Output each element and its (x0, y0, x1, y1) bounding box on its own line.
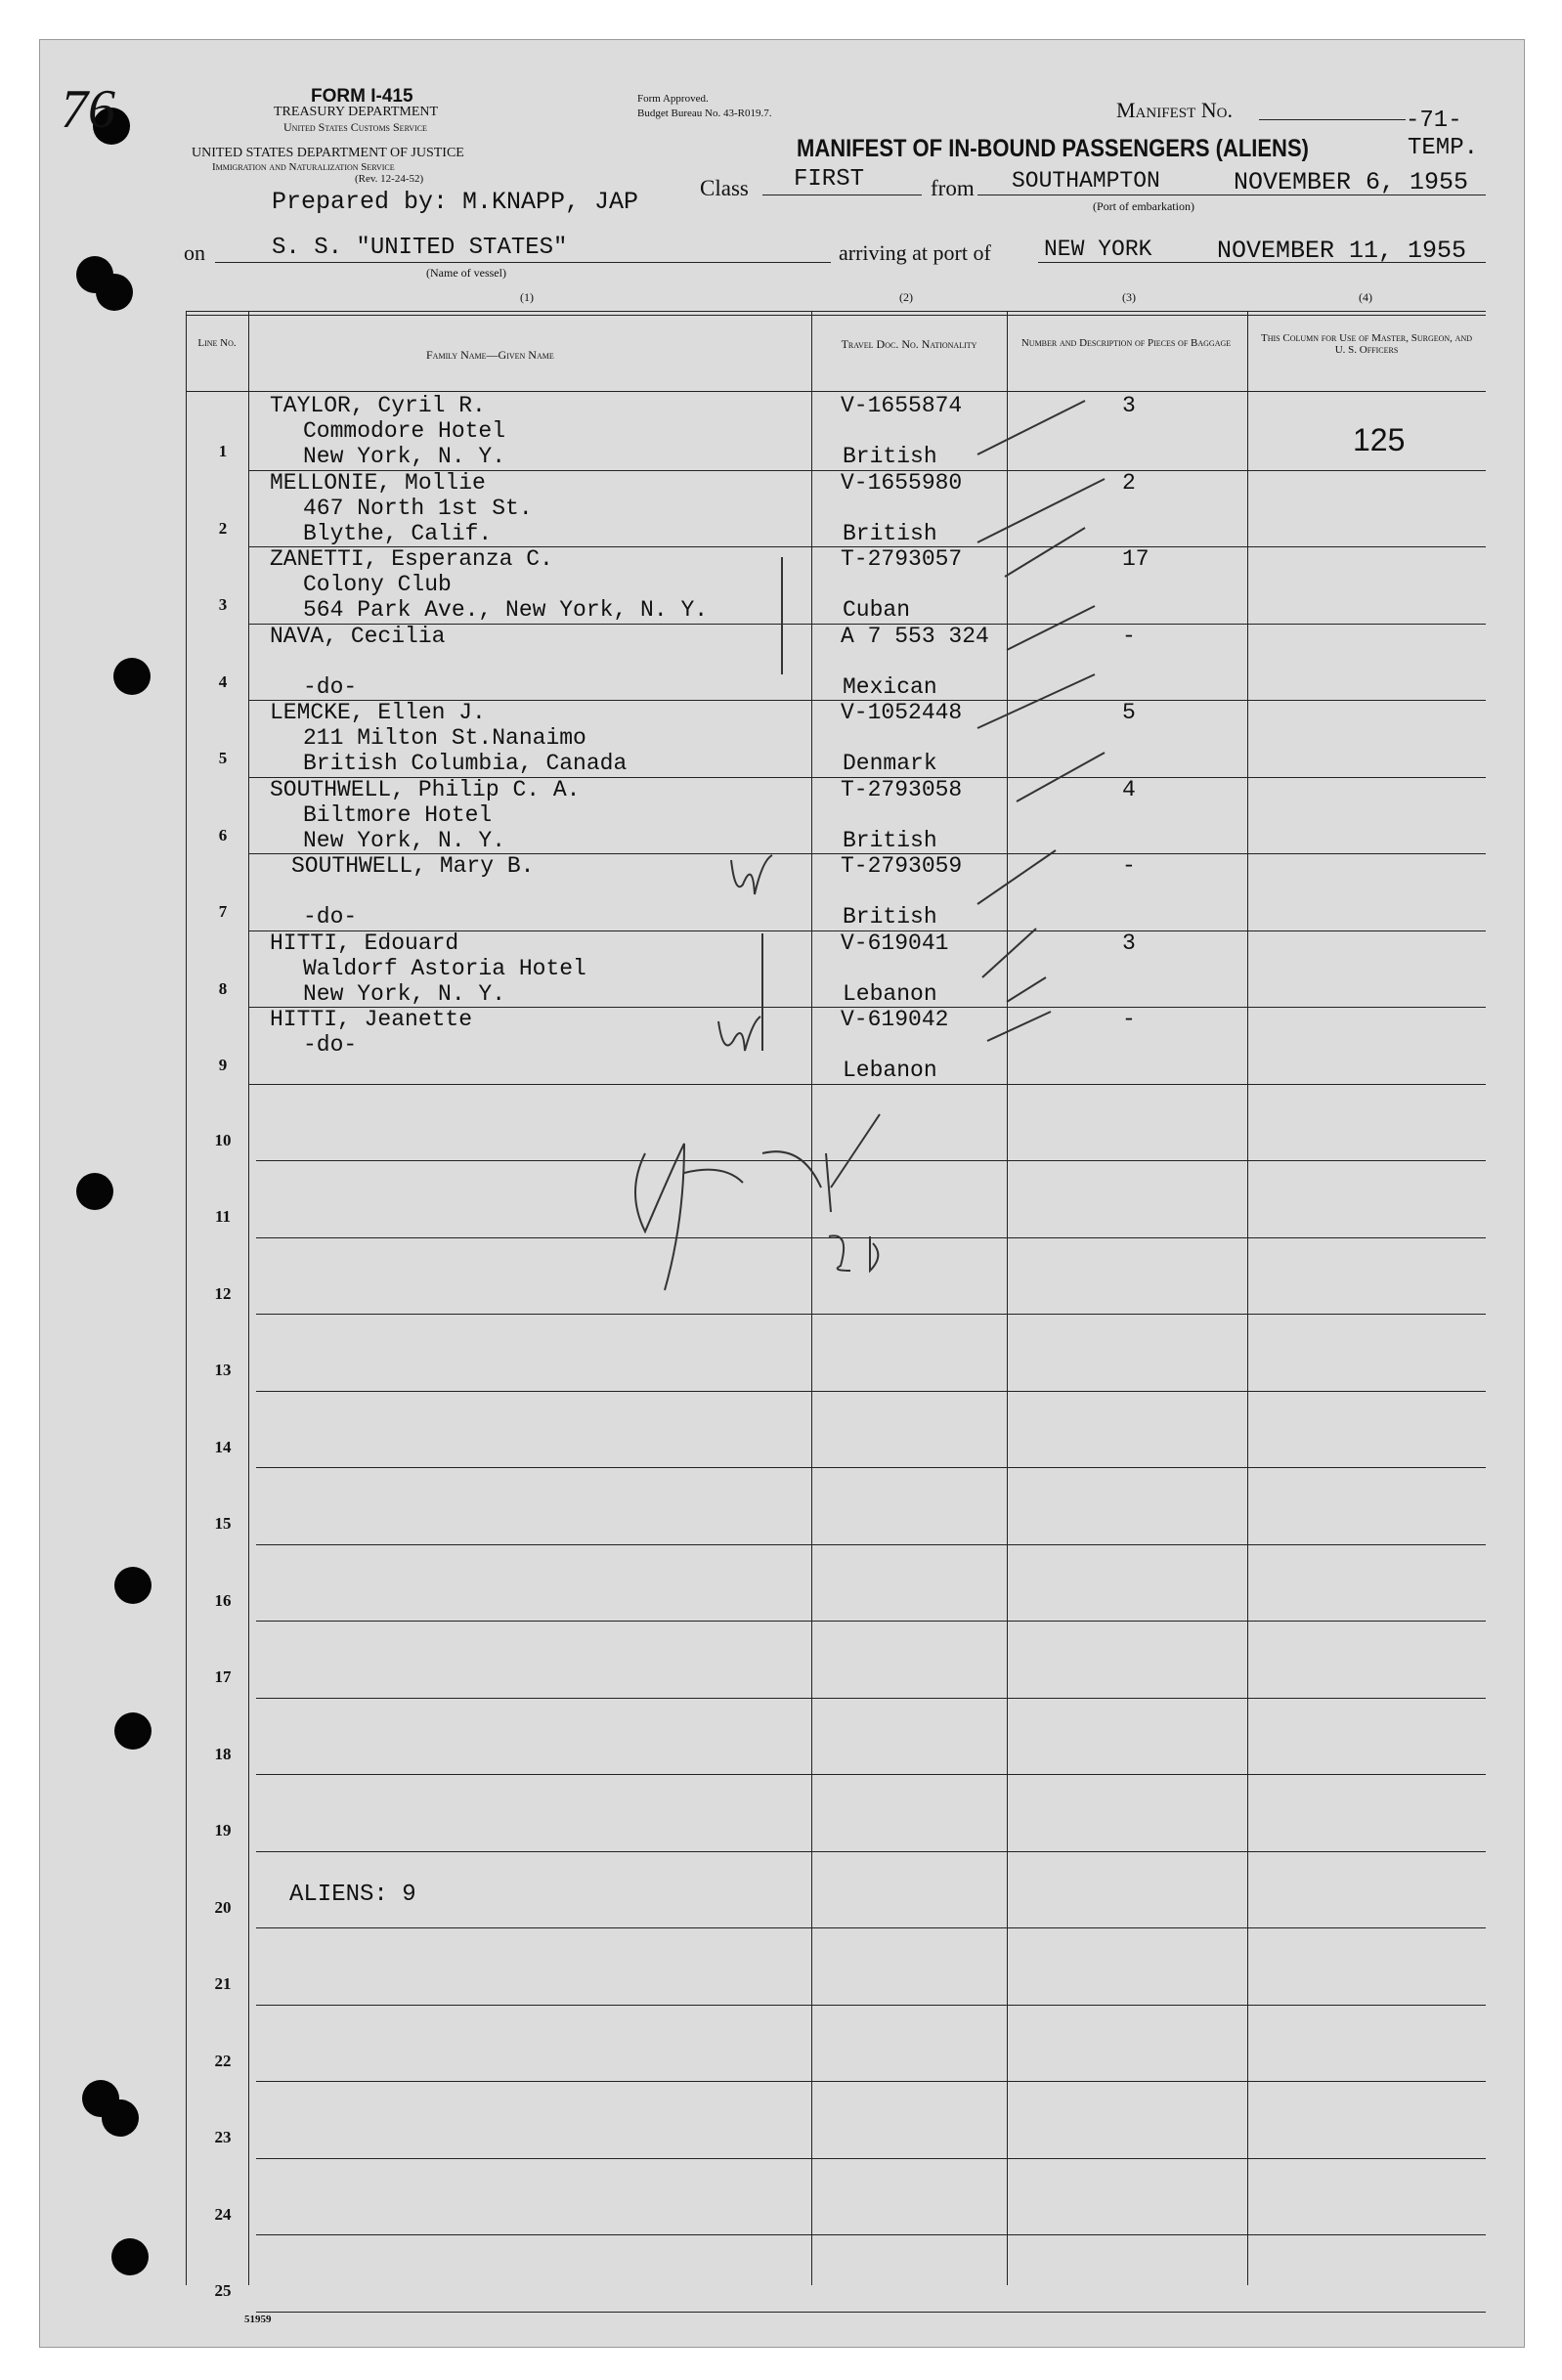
row-divider (256, 1927, 1486, 1928)
nationality: British (843, 444, 937, 469)
row-divider (256, 1774, 1486, 1775)
line-number: 5 (218, 749, 228, 767)
passenger-address: 211 Milton St.Nanaimo (303, 725, 586, 751)
line-number: 14 (214, 1437, 232, 1456)
form-justice: UNITED STATES DEPARTMENT OF JUSTICE (192, 146, 464, 160)
manifest-no: -71- (1406, 108, 1462, 134)
passenger-address-city: -do- (303, 673, 358, 700)
manifest-no-line (1259, 119, 1406, 120)
line-number: 4 (218, 671, 228, 691)
class-label: Class (700, 176, 749, 200)
row-divider (256, 1237, 1486, 1238)
nationality: Lebanon (843, 980, 937, 1007)
baggage-count: - (1122, 1007, 1136, 1032)
col-num-2: (2) (899, 290, 913, 304)
passenger-name: ZANETTI, Esperanza C. (270, 546, 553, 572)
nationality: Mexican (843, 673, 937, 700)
baggage-count: 17 (1122, 546, 1150, 572)
passenger-name: TAYLOR, Cyril R. (270, 393, 486, 418)
vessel-caption: (Name of vessel) (426, 266, 506, 280)
form-approval: Form Approved. (637, 93, 709, 105)
line-number: 16 (214, 1590, 232, 1610)
row-divider (256, 1851, 1486, 1852)
row-divider (256, 2158, 1486, 2159)
passenger-address: Biltmore Hotel (303, 801, 493, 828)
punch-hole (76, 1173, 113, 1210)
nationality: Cuban (843, 597, 911, 623)
passenger-name: MELLONIE, Mollie (270, 469, 486, 496)
passenger-address: 467 North 1st St. (303, 495, 533, 521)
nationality: British (843, 827, 937, 853)
col-num-4: (4) (1359, 290, 1372, 304)
passenger-address: Commodore Hotel (303, 418, 506, 444)
manifest-title: MANIFEST OF IN-BOUND PASSENGERS (ALIENS) (797, 135, 1309, 162)
travel-doc-no: T-2793057 (841, 546, 963, 572)
form-approval-budget: Budget Bureau No. 43-R019.7. (637, 108, 772, 119)
prepared-by: Prepared by: M.KNAPP, JAP (272, 188, 639, 216)
row-divider (256, 2081, 1486, 2082)
line-number: 6 (218, 825, 228, 844)
row-divider (256, 1698, 1486, 1699)
travel-doc-no: V-619042 (841, 1007, 949, 1032)
baggage-count: 3 (1122, 393, 1136, 418)
line-number: 7 (218, 902, 228, 921)
baggage-count: 5 (1122, 700, 1136, 725)
line-number: 20 (214, 1897, 232, 1917)
travel-doc-no: V-619041 (841, 930, 949, 956)
punch-hole (96, 274, 133, 311)
row-divider (256, 2234, 1486, 2235)
temp-mark: TEMP. (1408, 135, 1479, 161)
line-number: 10 (214, 1130, 232, 1149)
nationality: British (843, 904, 937, 930)
passenger-address: -do- (303, 1032, 358, 1058)
line-number: 8 (218, 978, 228, 998)
travel-doc-no: V-1655874 (841, 393, 963, 418)
line-number: 3 (218, 595, 228, 614)
passenger-address: Waldorf Astoria Hotel (303, 955, 586, 981)
baggage-count: 2 (1122, 469, 1136, 496)
col-header-line: Line No. (197, 337, 237, 349)
vessel-line (215, 262, 831, 263)
punch-hole (114, 1712, 152, 1750)
col-header-name: Family Name—Given Name (426, 348, 554, 362)
arrival-date: NOVEMBER 11, 1955 (1217, 237, 1467, 265)
port-caption: (Port of embarkation) (1093, 199, 1194, 213)
travel-doc-no: T-2793058 (841, 776, 963, 802)
class-value: FIRST (794, 166, 865, 193)
passenger-address-city: Blythe, Calif. (303, 520, 493, 546)
travel-doc-no: T-2793059 (841, 853, 963, 879)
punch-hole (102, 2099, 139, 2137)
row-divider (256, 1467, 1486, 1468)
row-divider (256, 1391, 1486, 1392)
col-header-baggage: Number and Description of Pieces of Baggage (1020, 337, 1232, 349)
arrival-line (1038, 262, 1486, 263)
form-ins: Immigration and Naturalization Service (212, 161, 395, 173)
line-number: 13 (214, 1361, 232, 1379)
punch-hole (114, 1567, 152, 1604)
from-value: SOUTHAMPTON (1012, 168, 1160, 194)
nationality: Lebanon (843, 1058, 937, 1083)
passenger-name: HITTI, Edouard (270, 930, 459, 956)
line-number: 2 (218, 518, 228, 538)
footer-code: 51959 (244, 2314, 272, 2325)
line-number: 25 (214, 2281, 232, 2300)
aliens-total: ALIENS: 9 (289, 1882, 416, 1908)
arriving-label: arriving at port of (839, 240, 991, 265)
line-number: 17 (214, 1667, 232, 1686)
on-label: on (184, 240, 205, 265)
baggage-count: - (1122, 853, 1136, 879)
travel-doc-no: A 7 553 324 (841, 623, 989, 649)
travel-doc-no: V-1655980 (841, 469, 963, 496)
margin-note: 76 (61, 79, 115, 140)
col-num-1: (1) (520, 290, 534, 304)
row-divider (256, 1314, 1486, 1315)
manifest-no-label: Manifest No. (1116, 98, 1233, 122)
col-header-doc: Travel Doc. No. Nationality (841, 337, 977, 351)
row-divider (256, 1544, 1486, 1545)
passenger-name: HITTI, Jeanette (270, 1007, 473, 1032)
line-number: 15 (214, 1514, 232, 1533)
line-number: 11 (214, 1207, 232, 1226)
baggage-count: 4 (1122, 776, 1136, 802)
line-number: 24 (214, 2204, 232, 2224)
from-label: from (931, 176, 975, 200)
travel-doc-no: V-1052448 (841, 700, 963, 725)
passenger-name: SOUTHWELL, Philip C. A. (270, 776, 581, 802)
col-num-3: (3) (1122, 290, 1136, 304)
passenger-name: LEMCKE, Ellen J. (270, 700, 486, 725)
row-divider (256, 1160, 1486, 1161)
passenger-name: NAVA, Cecilia (270, 623, 446, 649)
line-number: 12 (214, 1283, 232, 1303)
form-service: United States Customs Service (283, 120, 427, 134)
baggage-count: 3 (1122, 930, 1136, 956)
line-number: 18 (214, 1744, 232, 1763)
passenger-address-city: New York, N. Y. (303, 444, 506, 469)
baggage-count: - (1122, 623, 1136, 649)
line-number: 21 (214, 1974, 232, 1993)
line-number: 22 (214, 2051, 232, 2070)
departure-date: NOVEMBER 6, 1955 (1234, 168, 1469, 196)
passenger-address-city: New York, N. Y. (303, 827, 506, 853)
form-rev: (Rev. 12-24-52) (355, 173, 424, 185)
vessel-name: S. S. "UNITED STATES" (272, 235, 568, 261)
row-divider (256, 2005, 1486, 2006)
arrival-port: NEW YORK (1044, 237, 1152, 262)
col-header-officers: This Column for Use of Master, Surgeon, and U. S. Officers (1261, 332, 1472, 356)
punch-hole (113, 658, 151, 695)
line-number: 9 (218, 1056, 228, 1074)
punch-hole (111, 2238, 149, 2275)
row-divider (256, 2312, 1486, 2313)
officer-note: 125 (1353, 422, 1406, 457)
line-number: 1 (218, 442, 228, 460)
passenger-address-city: 564 Park Ave., New York, N. Y. (303, 597, 709, 623)
nationality: British (843, 520, 937, 546)
manifest-sheet (39, 39, 1525, 2348)
nationality: Denmark (843, 751, 937, 776)
passenger-address-city: New York, N. Y. (303, 980, 506, 1007)
passenger-address: Colony Club (303, 572, 452, 597)
passenger-name: SOUTHWELL, Mary B. (291, 853, 535, 879)
passenger-address-city: -do- (303, 904, 358, 930)
form-number: FORM I-415 (311, 86, 413, 107)
line-number: 23 (214, 2128, 232, 2146)
row-divider (256, 1621, 1486, 1622)
row-divider (248, 1084, 1486, 1085)
form-dept: TREASURY DEPARTMENT (274, 105, 439, 119)
passenger-address-city: British Columbia, Canada (303, 751, 628, 776)
line-number: 19 (214, 1821, 232, 1839)
